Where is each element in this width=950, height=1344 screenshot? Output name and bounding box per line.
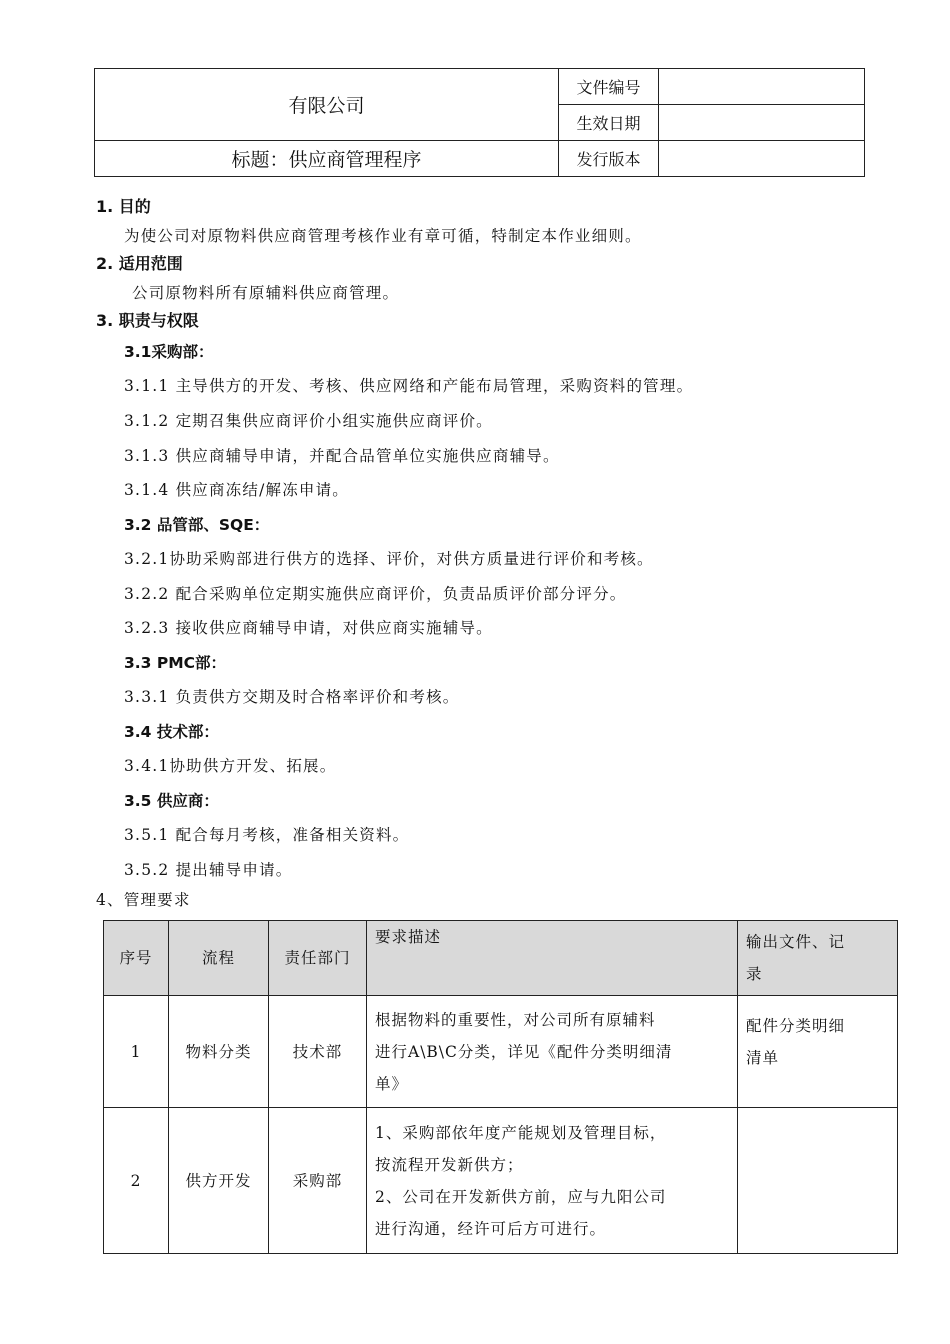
row-no: 1 (104, 996, 169, 1108)
item-3-1-1: 3.1.1 主导供方的开发、考核、供应网络和产能布局管理，采购资料的管理。 (124, 377, 694, 395)
output-line: 配件分类明细 (746, 1017, 846, 1035)
header-description: 要求描述 (367, 921, 738, 996)
requirements-table (103, 920, 898, 1254)
section-3-2-heading: 3.2 品管部、SQE： (124, 516, 270, 534)
item-3-2-2: 3.2.2 配合采购单位定期实施供应商评价，负责品质评价部分评分。 (124, 585, 627, 603)
item-3-5-2: 3.5.2 提出辅导申请。 (124, 861, 293, 879)
effective-date-value (659, 105, 865, 141)
table-header-row (104, 921, 898, 996)
header-dept: 责任部门 (269, 921, 367, 996)
row-output (738, 996, 898, 1108)
doc-no-value (659, 69, 865, 105)
item-3-2-3: 3.2.3 接收供应商辅导申请，对供应商实施辅导。 (124, 619, 493, 637)
row-process: 物料分类 (169, 996, 269, 1108)
row-description (367, 996, 738, 1108)
item-3-2-1: 3.2.1协助采购部进行供方的选择、评价，对供方质量进行评价和考核。 (124, 550, 654, 568)
section-2-body: 公司原物料所有原辅料供应商管理。 (132, 284, 400, 302)
description-line: 单》 (375, 1074, 409, 1093)
item-3-1-3: 3.1.3 供应商辅导申请，并配合品管单位实施供应商辅导。 (124, 447, 560, 465)
table-row (104, 996, 898, 1108)
company-name: 有限公司 (95, 69, 559, 141)
section-1-body: 为使公司对原物料供应商管理考核作业有章可循，特制定本作业细则。 (124, 227, 642, 245)
section-4-title: 4、管理要求 (96, 891, 191, 909)
header-output-line: 录 (746, 965, 763, 983)
row-dept: 采购部 (269, 1108, 367, 1254)
header-no: 序号 (104, 921, 169, 996)
section-2-title: 2. 适用范围 (96, 254, 183, 273)
description-line: 进行A\B\C分类，详见《配件分类明细清 (375, 1042, 673, 1061)
effective-date-label: 生效日期 (559, 105, 659, 141)
description-line: 2、公司在开发新供方前，应与九阳公司 (375, 1187, 667, 1206)
section-1-title: 1. 目的 (96, 197, 151, 216)
output-line: 清单 (746, 1049, 780, 1067)
section-3-3-heading: 3.3 PMC部： (124, 654, 227, 672)
row-description (367, 1108, 738, 1254)
section-3-5-heading: 3.5 供应商： (124, 792, 219, 810)
row-no: 2 (104, 1108, 169, 1254)
description-line: 进行沟通，经许可后方可进行。 (375, 1219, 607, 1238)
version-value (659, 141, 865, 177)
item-3-1-4: 3.1.4 供应商冻结/解冻申请。 (124, 481, 349, 499)
row-dept: 技术部 (269, 996, 367, 1108)
item-3-5-1: 3.5.1 配合每月考核，准备相关资料。 (124, 826, 410, 844)
item-3-4-1: 3.4.1协助供方开发、拓展。 (124, 757, 337, 775)
header-process: 流程 (169, 921, 269, 996)
description-line: 1、采购部依年度产能规划及管理目标， (375, 1123, 667, 1142)
document-title: 标题：供应商管理程序 (95, 141, 559, 177)
row-process: 供方开发 (169, 1108, 269, 1254)
description-line: 根据物料的重要性，对公司所有原辅料 (375, 1010, 656, 1029)
section-3-1-heading: 3.1采购部： (124, 343, 214, 361)
section-3-title: 3. 职责与权限 (96, 311, 199, 330)
document-header-table (94, 68, 865, 177)
item-3-1-2: 3.1.2 定期召集供应商评价小组实施供应商评价。 (124, 412, 493, 430)
item-3-3-1: 3.3.1 负责供方交期及时合格率评价和考核。 (124, 688, 460, 706)
doc-no-label: 文件编号 (559, 69, 659, 105)
header-output (738, 921, 898, 996)
version-label: 发行版本 (559, 141, 659, 177)
table-row (104, 1108, 898, 1254)
description-line: 按流程开发新供方； (375, 1155, 524, 1174)
row-output (738, 1108, 898, 1254)
header-output-line: 输出文件、记 (746, 933, 846, 951)
section-3-4-heading: 3.4 技术部： (124, 723, 219, 741)
